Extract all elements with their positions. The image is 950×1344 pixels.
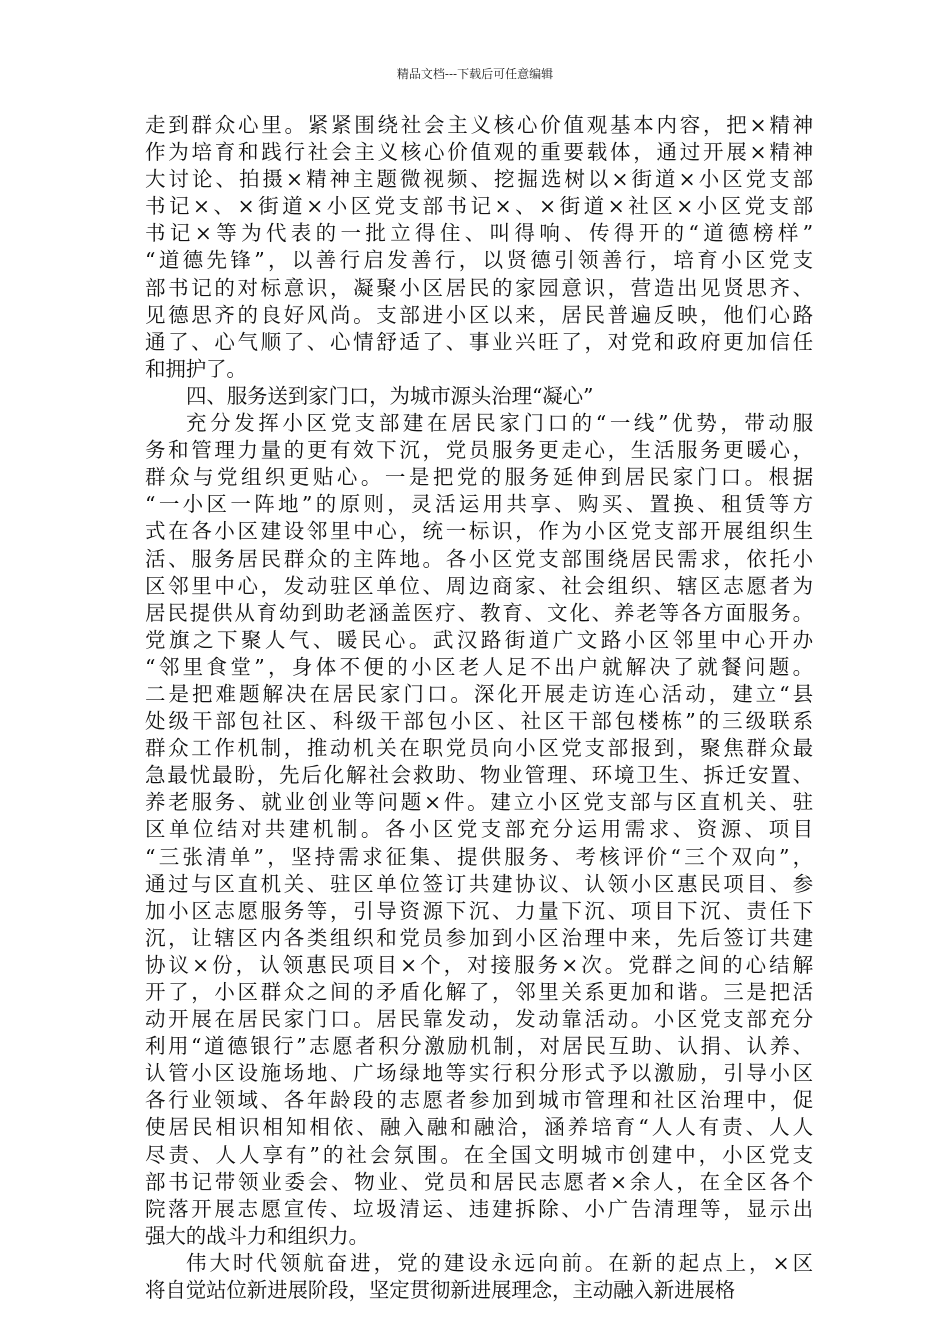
- text-line: 开了，小区群众之间的矛盾化解了，邻里关系更加和谐。三是把活: [145, 980, 813, 1004]
- paragraph: [145, 1250, 813, 1304]
- text-line: 充分发挥小区党支部建在居民家门口的“一线”优势，带动服: [186, 411, 813, 436]
- text-line: 四、服务送到家门口，为城市源头治理“凝心”: [186, 383, 594, 408]
- text-line: 书记×等为代表的一批立得住、叫得响、传得开的“道德榜样”: [145, 221, 813, 246]
- text-line: 作为培育和践行社会主义核心价值观的重要载体，通过开展×精神: [145, 140, 813, 165]
- text-line: 通过与区直机关、驻区单位签订共建协议、认领小区惠民项目、参: [145, 871, 813, 896]
- text-line: 走到群众心里。紧紧围绕社会主义核心价值观基本内容，把×精神: [145, 113, 813, 137]
- text-line: 式在各小区建设邻里中心，统一标识，作为小区党支部开展组织生: [145, 519, 813, 544]
- paragraph: [145, 112, 813, 383]
- text-line: 群众工作机制，推动机关在职党员向小区党支部报到，聚焦群众最: [145, 736, 813, 761]
- text-line: 协议×份，认领惠民项目×个，对接服务×次。党群之间的心结解: [145, 952, 813, 977]
- text-line: 强大的战斗力和组织力。: [145, 1223, 369, 1248]
- text-line: 伟大时代领航奋进，党的建设永远向前。在新的起点上，×区: [186, 1250, 813, 1275]
- text-line: 养老服务、就业创业等问题×件。建立小区党支部与区直机关、驻: [145, 790, 813, 815]
- text-line: 区邻里中心，发动驻区单位、周边商家、社会组织、辖区志愿者为: [145, 573, 813, 598]
- text-line: 沉，让辖区内各类组织和党员参加到小区治理中来，先后签订共建: [145, 925, 813, 950]
- text-line: 活、服务居民群众的主阵地。各小区党支部围绕居民需求，依托小: [145, 546, 813, 571]
- page-header: 精品文档---下载后可任意编辑: [396, 67, 554, 81]
- text-line: 部书记带领业委会、物业、党员和居民志愿者×余人，在全区各个: [145, 1169, 813, 1194]
- text-line: 通了、心气顺了、心情舒适了、事业兴旺了，对党和政府更加信任: [145, 329, 813, 354]
- text-line: 大讨论、拍摄×精神主题微视频、挖掘选树以×街道×小区党支部: [145, 167, 813, 192]
- document-body: [145, 112, 813, 1304]
- text-line: 各行业领域、各年龄段的志愿者参加到城市管理和社区治理中，促: [145, 1088, 813, 1113]
- text-line: 和拥护了。: [145, 356, 247, 381]
- text-line: 动开展在居民家门口。居民靠发动，发动靠活动。小区党支部充分: [145, 1007, 813, 1032]
- text-line: “邻里食堂”，身体不便的小区老人足不出户就解决了就餐问题。: [145, 654, 813, 679]
- text-line: 将自觉站位新进展阶段，坚定贯彻新进展理念，主动融入新进展格: [145, 1278, 736, 1303]
- text-line: 党旗之下聚人气、暖民心。武汉路街道广文路小区邻里中心开办: [145, 627, 813, 652]
- text-line: “道德先锋”，以善行启发善行，以贤德引领善行，培育小区党支: [145, 248, 813, 273]
- text-line: “一小区一阵地”的原则，灵活运用共享、购买、置换、租赁等方: [145, 492, 813, 517]
- text-line: 院落开展志愿宣传、垃圾清运、违建拆除、小广告清理等，显示出: [145, 1196, 813, 1221]
- text-line: 书记×、×街道×小区党支部书记×、×街道×社区×小区党支部: [145, 194, 813, 219]
- text-line: 利用“道德银行”志愿者积分激励机制，对居民互助、认捐、认养、: [145, 1034, 813, 1059]
- text-line: 群众与党组织更贴心。一是把党的服务延伸到居民家门口。根据: [145, 465, 813, 490]
- text-line: 处级干部包社区、科级干部包小区、社区干部包楼栋”的三级联系: [145, 709, 813, 734]
- text-line: 认管小区设施场地、广场绿地等实行积分形式予以激励，引导小区: [145, 1061, 813, 1086]
- text-line: 区单位结对共建机制。各小区党支部充分运用需求、资源、项目: [145, 817, 813, 842]
- text-line: 尽责、人人享有”的社会氛围。在全国文明城市创建中，小区党支: [145, 1142, 813, 1167]
- text-line: 使居民相识相知相依、融入融和融洽，涵养培育“人人有责、人人: [145, 1115, 813, 1140]
- text-line: 务和管理力量的更有效下沉，党员服务更走心，生活服务更暖心，: [145, 438, 813, 463]
- text-line: 急最忧最盼，先后化解社会救助、物业管理、环境卫生、拆迁安置、: [145, 763, 813, 788]
- text-line: 二是把难题解决在居民家门口。深化开展走访连心活动，建立“县: [145, 681, 813, 706]
- text-line: 加小区志愿服务等，引导资源下沉、力量下沉、项目下沉、责任下: [145, 898, 813, 923]
- text-line: “三张清单”，坚持需求征集、提供服务、考核评价“三个双向”，: [145, 844, 813, 869]
- paragraph: [145, 410, 813, 1250]
- text-line: 见德思齐的良好风尚。支部进小区以来，居民普遍反映，他们心路: [145, 302, 813, 327]
- text-line: 部书记的对标意识，凝聚小区居民的家园意识，营造出见贤思齐、: [145, 275, 813, 300]
- paragraph: [145, 383, 813, 410]
- text-line: 居民提供从育幼到助老涵盖医疗、教育、文化、养老等各方面服务。: [145, 600, 813, 625]
